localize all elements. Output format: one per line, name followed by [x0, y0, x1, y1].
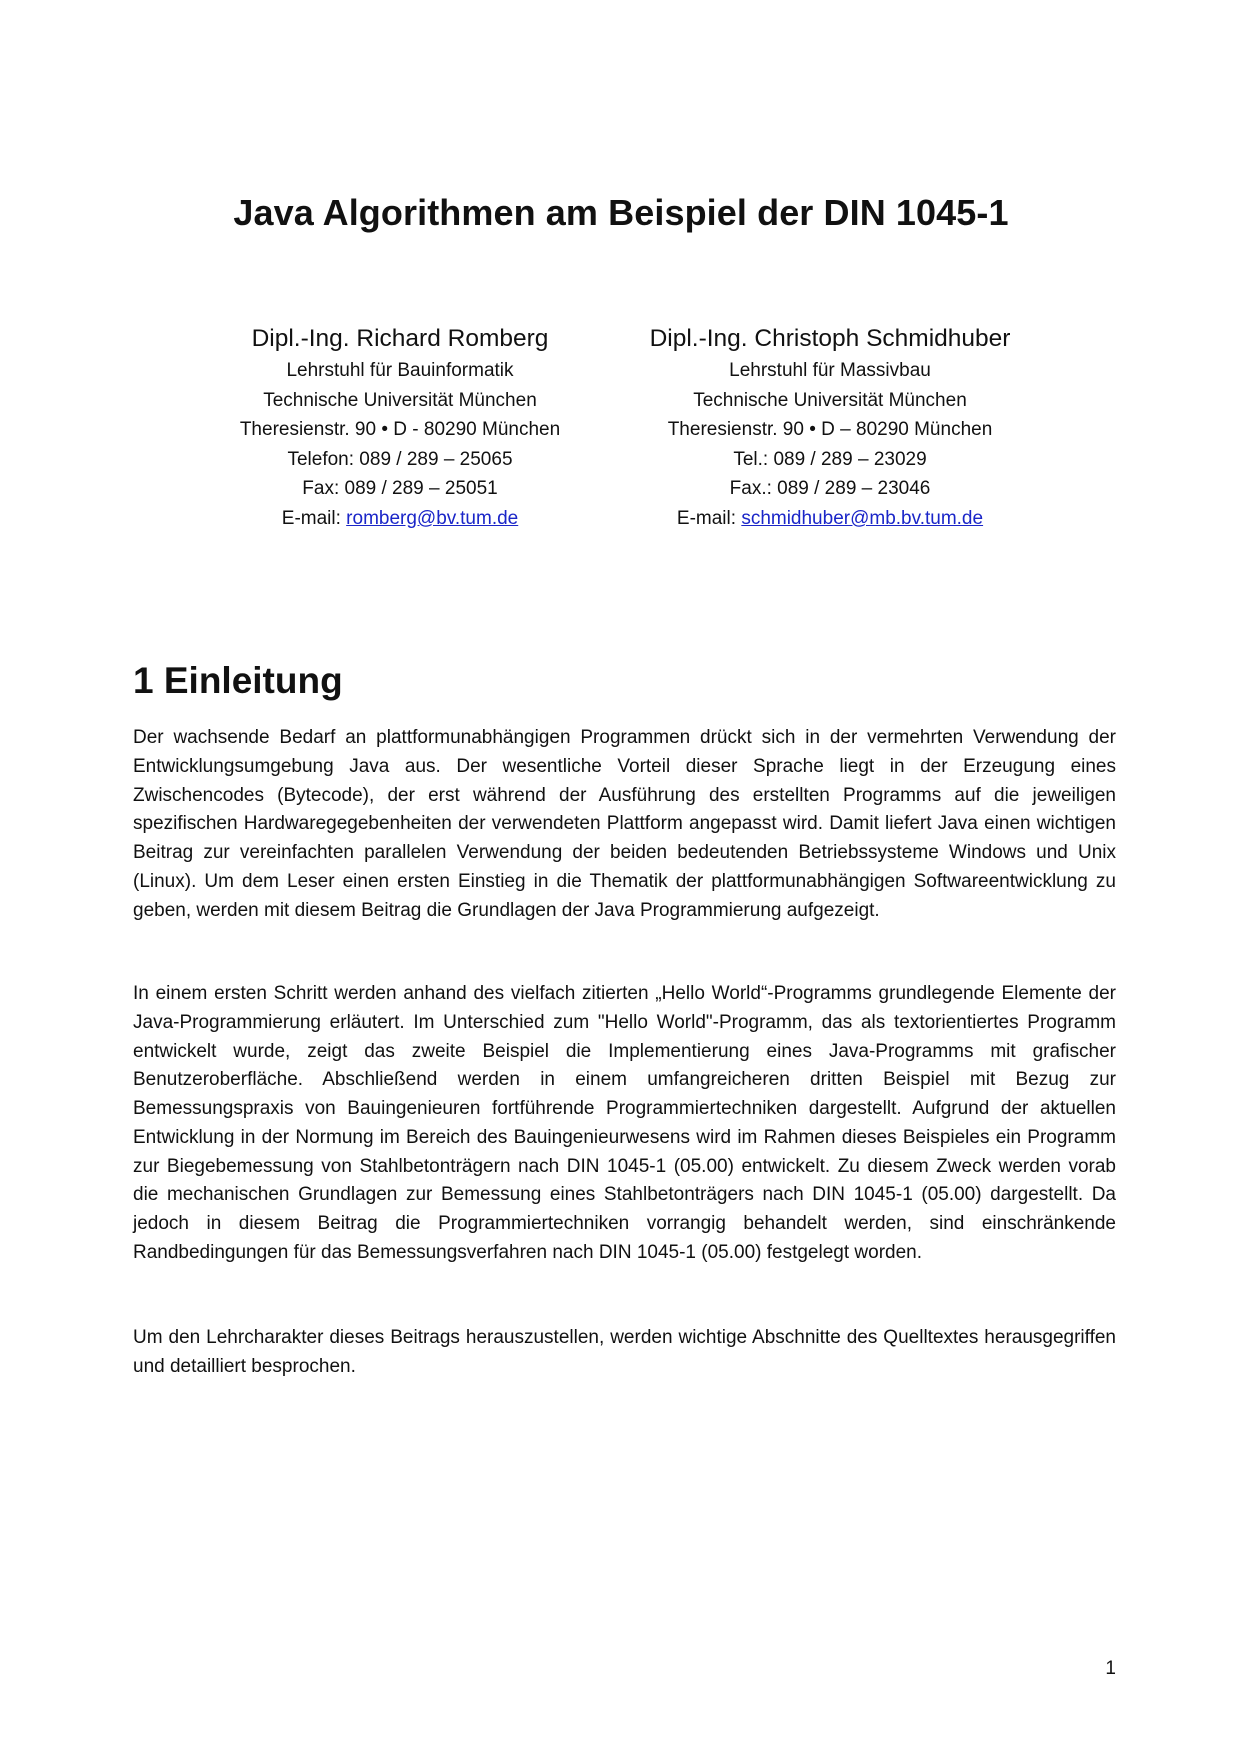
author-university: Technische Universität München	[693, 389, 967, 411]
body-paragraph: Um den Lehrcharakter dieses Beitrags herauszustellen, werden wichtige Abschnitte des Quelltextes herausgegriffen und detailliert besprochen.	[133, 1327, 1116, 1377]
section-heading: 1 Einleitung	[133, 660, 343, 701]
email-label: E-mail:	[281, 507, 347, 529]
email-link[interactable]: romberg@bv.tum.de	[346, 507, 519, 529]
author-email-line	[190, 504, 610, 534]
author-address: Theresienstr. 90 • D - 80290 München	[239, 419, 561, 441]
author-phone: Telefon: 089 / 289 – 25065	[287, 448, 513, 470]
author-fax: Fax: 089 / 289 – 25051	[302, 478, 498, 500]
author-name: Dipl.-Ing. Richard Romberg	[251, 325, 549, 352]
author-address: Theresienstr. 90 • D – 80290 München	[667, 419, 993, 441]
body-paragraph: Der wachsende Bedarf an plattformunabhängigen Programmen drückt sich in der vermehrten Verwendung der Entwicklungsumgebung Java aus. Der wesentliche Vorteil dieser Sprache liegt in der Erzeugung eines Zwischencodes (Bytecode), der erst während der Ausführung des erstellten Programms auf die jeweiligen spezifischen Hardwaregegebenheiten der verwendeten Plattform angepasst wird. Damit liefert Java einen wichtigen Beitrag zur vereinfachten parallelen Verwendung der beiden bedeutenden Betriebssysteme Windows und Unix (Linux). Um dem Leser einen ersten Einstieg in die Thematik der plattformunabhängigen Softwareentwicklung zu geben, werden mit diesem Beitrag die Grundlagen der Java Programmierung aufgezeigt.	[133, 727, 1116, 921]
author-phone: Tel.: 089 / 289 – 23029	[733, 448, 927, 470]
author-name: Dipl.-Ing. Christoph Schmidhuber	[649, 325, 1011, 352]
author-fax: Fax.: 089 / 289 – 23046	[729, 478, 931, 500]
email-label: E-mail:	[676, 507, 742, 529]
author-email-line	[620, 504, 1040, 534]
document-title: Java Algorithmen am Beispiel der DIN 1045-1	[233, 192, 1009, 233]
author-chair: Lehrstuhl für Bauinformatik	[286, 360, 514, 381]
author-university: Technische Universität München	[263, 389, 537, 411]
email-link[interactable]: schmidhuber@mb.bv.tum.de	[741, 507, 984, 529]
author-block-schmidhuber	[620, 322, 1040, 534]
author-block-romberg	[190, 322, 610, 534]
page-number: 1	[1105, 1658, 1116, 1679]
body-paragraph: In einem ersten Schritt werden anhand des vielfach zitierten „Hello World“-Programms grundlegende Elemente der Java-Programmierung erläutert. Im Unterschied zum "Hello World"-Programm, das als textorientiertes Programm entwickelt wurde, zeigt das zweite Beispiel die Implementierung eines Java-Programms mit grafischer Benutzeroberfläche. Abschließend werden in einem umfangreicheren dritten Beispiel mit Bezug zur Bemessungspraxis von Bauingenieuren fortführende Programmiertechniken dargestellt. Aufgrund der aktuellen Entwicklung in der Normung im Bereich des Bauingenieurwesens wird im Rahmen dieses Beispieles ein Programm zur Biegebemessung von Stahlbetonträgern nach DIN 1045-1 (05.00) entwickelt. Zu diesem Zweck werden vorab die mechanischen Grundlagen zur Bemessung eines Stahlbetonträgers nach DIN 1045-1 (05.00) dargestellt. Da jedoch in diesem Beitrag die Programmiertechniken vorrangig behandelt werden, sind einschränkende Randbedingungen für das Bemessungsverfahren nach DIN 1045-1 (05.00) festgelegt worden.	[133, 983, 1116, 1263]
author-chair: Lehrstuhl für Massivbau	[729, 360, 931, 381]
